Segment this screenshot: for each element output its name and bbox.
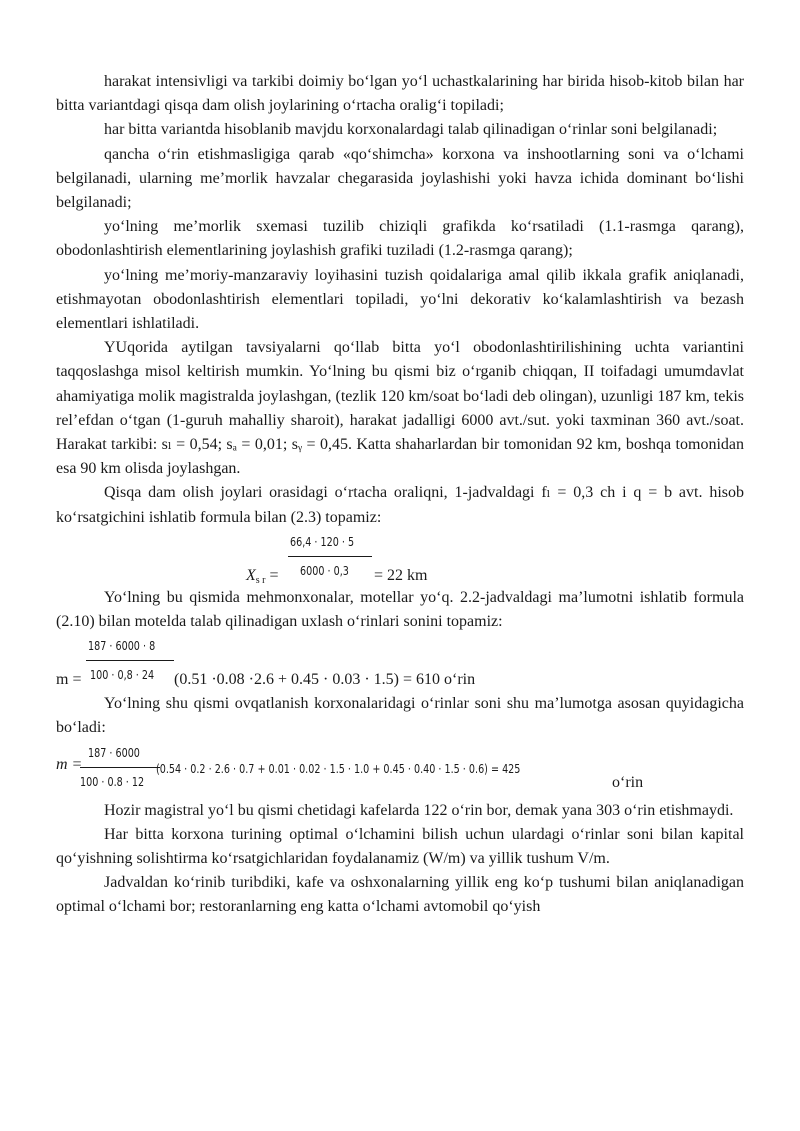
paragraph-5: yo‘lning me’moriy-manzaraviy loyihasini tuzish qoidalariga amal qilib ikkala grafik aniqlanadi, etishmayotan obodonlashtirish elementlari topiladi, yo‘lni dekorativ ko‘kalamlashtirish va bezash elementlari ishlatiladi. [56,266,744,333]
formula-catering-seats [56,741,744,799]
paragraph-12: Jadvaldan ko‘rinib turibdiki, kafe va oshxonalarning yillik eng ko‘p tushumi bilan aniqlanadigan optimal o‘lchami bor; restoranlarning eng katta o‘lchami avtomobil qo‘yish [56,874,744,916]
formula-motel-numerator: 187 · 6000 · 8 [88,639,156,654]
formula-xsr [246,530,744,586]
formula-xsr-lhs-sub: s r [255,574,266,586]
paragraph-4: yo‘lning me’morlik sxemasi tuzilib chiziqli grafikda ko‘rsatiladi (1.1-rasmga qarang), obodonlashtirish elementlarining joylashish grafiki tuziladi (1.2-rasmga qarang); [56,218,744,260]
formula-motel-beds [56,634,744,692]
formula-xsr-lhs: X [246,566,256,584]
paragraph-9: Yo‘lning shu qismi ovqatlanish korxonalaridagi o‘rinlar soni shu ma’lumotga asosan quyidagicha bo‘ladi: [56,695,744,737]
formula-xsr-numerator: 66,4 · 120 · 5 [290,534,355,549]
paragraph-11: Har bitta korxona turining optimal o‘lchamini bilish uchun ulardagi o‘rinlar soni bilan kapital qo‘yishning solishtirma ko‘rsatgichlaridan foydalanamiz (W/m) va yillik tushum V/m. [56,825,744,868]
formula-motel-result: (0.51 ·0.08 ·2.6 + 0.45 · 0.03 · 1.5) = 610 o‘rin [174,671,476,689]
formula-xsr-denominator: 6000 · 0,3 [299,564,349,579]
paragraph-2: har bitta variantda hisoblanib mavjdu korxonalardagi talab qilinadigan o‘rinlar soni belgilanadi; [104,121,718,139]
paragraph-10: Hozir magistral yo‘l bu qismi chetidagi kafelarda 122 o‘rin bor, demak yana 303 o‘rin etishmaydi. [104,801,734,819]
formula-catering-lhs: m = [56,755,83,773]
formula-catering-unit: o‘rin [612,773,644,791]
formula-motel-denominator: 100 · 0,8 · 24 [89,668,155,683]
formula-xsr-eq: = [269,566,279,584]
formula-catering-numerator: 187 · 6000 [87,745,140,760]
formula-catering-denominator: 100 · 0.8 · 12 [80,774,145,789]
paragraph-6: YUqorida aytilgan tavsiyalarni qo‘llab bitta yo‘l obodonlashtirilishining uchta variantini taqqoslashga misol keltirish mumkin. Yo‘lning bu qismi biz o‘rganib chiqqan, II toifadagi umumdavlat ahamiyatiga molik magistralda joylashgan, (tezlik 120 km/soat bo‘ladi deb olingan), uzunligi 187 km, tekis rel’efdan o‘tgan (1-guruh mahalliy sharoit), harakat jadalligi 6000 avt./sut. yoki taxminan 360 avt./soat. Harakat tarkibi: sₗ = 0,54; sₐ = 0,01; sᵧ = 0,45. Katta shaharlardan bir tomonidan 92 km, boshqa tomonidan esa 90 km olisda joylashgan. [56,339,744,478]
page-body [56,70,744,920]
formula-catering-fraction [80,741,160,794]
formula-xsr-result: = 22 km [374,566,428,584]
paragraph-1: harakat intensivligi va tarkibi doimiy bo‘lgan yo‘l uchastkalarining har birida hisob-kitob bilan har bitta variantdagi qisqa dam olish joylarining o‘rtacha oralig‘i topiladi; [56,73,744,115]
paragraph-3: qancha o‘rin etishmasligiga qarab «qo‘shimcha» korxona va inshootlarning soni va o‘lchami belgilanadi, ularning me’morlik havzalar chegarasida joylashishi yoki havza ichida dominant bo‘lishi belgilanadi; [56,145,744,212]
formula-xsr-fraction [288,530,372,583]
formula-motel-fraction [86,634,174,687]
formula-motel-lhs: m = [56,671,82,689]
paragraph-8: Yo‘lning bu qismida mehmonxonalar, motellar yo‘q. 2.2-jadvaldagi ma’lumotni ishlatib formula (2.10) bilan motelda talab qilinadigan uxlash o‘rinlari sonini topamiz: [56,588,744,631]
paragraph-7: Qisqa dam olish joylari orasidagi o‘rtacha oraliqni, 1-jadvaldagi fₗ = 0,3 ch i q = b avt. hisob ko‘rsatgichini ishlatib formula bilan (2.3) topamiz: [56,484,744,526]
formula-catering-expression: (0.54 · 0.2 · 2.6 · 0.7 + 0.01 · 0.02 · 1.5 · 1.0 + 0.45 · 0.40 · 1.5 · 0.6) = 425 [156,761,521,776]
